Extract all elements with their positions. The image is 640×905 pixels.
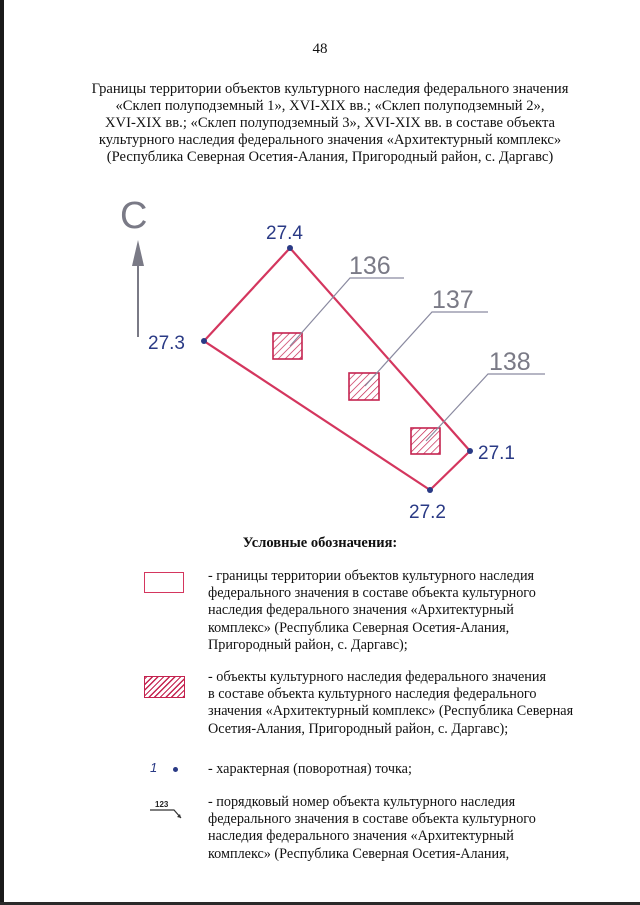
legend-item-boundary bbox=[208, 568, 628, 654]
point-label-27-3: 27.3 bbox=[148, 333, 185, 354]
legend-heading: Условные обозначения: bbox=[242, 535, 398, 551]
legend-number-sample: 123 bbox=[155, 800, 169, 809]
north-letter: С bbox=[120, 195, 148, 237]
legend-line: наследия федерального значения «Архитектурный bbox=[208, 602, 514, 619]
title-line: культурного наследия федерального значения «Архитектурный комплекс» bbox=[98, 132, 562, 148]
legend-boundary-symbol bbox=[144, 572, 184, 593]
legend-line: федерального значения в составе объекта культурного bbox=[208, 811, 536, 828]
point-dot-icon bbox=[173, 767, 178, 772]
heritage-object bbox=[411, 428, 440, 454]
object-leader-line bbox=[426, 374, 545, 441]
boundary-point bbox=[201, 338, 207, 344]
object-number-137: 137 bbox=[432, 286, 474, 314]
title-line: XVI-XIX вв.; «Склеп полуподземный 3», XVI-XIX вв. в составе объекта bbox=[105, 115, 555, 131]
legend-line: в составе объекта культурного наследия федерального bbox=[208, 686, 537, 703]
title-line: «Склеп полуподземный 1», XVI-XIX вв.; «Склеп полуподземный 2», bbox=[115, 98, 545, 114]
legend-line: - объекты культурного наследия федерального значения bbox=[208, 669, 547, 685]
object-leader-line bbox=[365, 312, 488, 386]
legend-line: комплекс» (Республика Северная Осетия-Алания, bbox=[208, 845, 510, 862]
north-arrow bbox=[120, 195, 147, 337]
title-line: (Республика Северная Осетия-Алания, Пригородный район, с. Даргавс) bbox=[106, 149, 554, 165]
point-label-27-2: 27.2 bbox=[409, 502, 446, 523]
legend-item-point bbox=[208, 761, 628, 778]
legend-line: комплекс» (Республика Северная Осетия-Алания, bbox=[208, 619, 510, 636]
legend-line: Осетия-Алания, Пригородный район, с. Даргавс); bbox=[208, 720, 509, 737]
legend-line: Пригородный район, с. Даргавс); bbox=[208, 636, 408, 653]
legend-point-symbol bbox=[150, 760, 157, 775]
north-arrow-head bbox=[132, 240, 144, 266]
legend-item-number bbox=[208, 794, 628, 863]
legend-item-object bbox=[208, 669, 628, 738]
legend-hatched-symbol bbox=[144, 676, 185, 698]
legend-line: - границы территории объектов культурного наследия bbox=[208, 568, 535, 584]
object-number-136: 136 bbox=[349, 252, 391, 280]
heritage-object bbox=[349, 373, 379, 400]
boundary-point bbox=[287, 245, 293, 251]
legend-number-symbol bbox=[144, 796, 188, 829]
number-leader-icon bbox=[144, 796, 188, 824]
legend-point-number: 1 bbox=[150, 760, 158, 775]
legend-line: - порядковый номер объекта культурного наследия bbox=[208, 794, 516, 810]
legend-line: - характерная (поворотная) точка; bbox=[208, 761, 412, 777]
point-label-27-1: 27.1 bbox=[478, 443, 515, 464]
boundary-point bbox=[467, 448, 473, 454]
legend-line: наследия федерального значения «Архитектурный bbox=[208, 828, 514, 845]
point-label-27-4: 27.4 bbox=[266, 223, 303, 244]
title-line: Границы территории объектов культурного наследия федерального значения bbox=[91, 81, 569, 97]
object-number-138: 138 bbox=[489, 348, 531, 376]
legend-line: значения «Архитектурный комплекс» (Республика Северная bbox=[208, 703, 574, 720]
legend-line: федерального значения в составе объекта культурного bbox=[208, 585, 536, 602]
page-number: 48 bbox=[312, 41, 328, 57]
boundary-point bbox=[427, 487, 433, 493]
